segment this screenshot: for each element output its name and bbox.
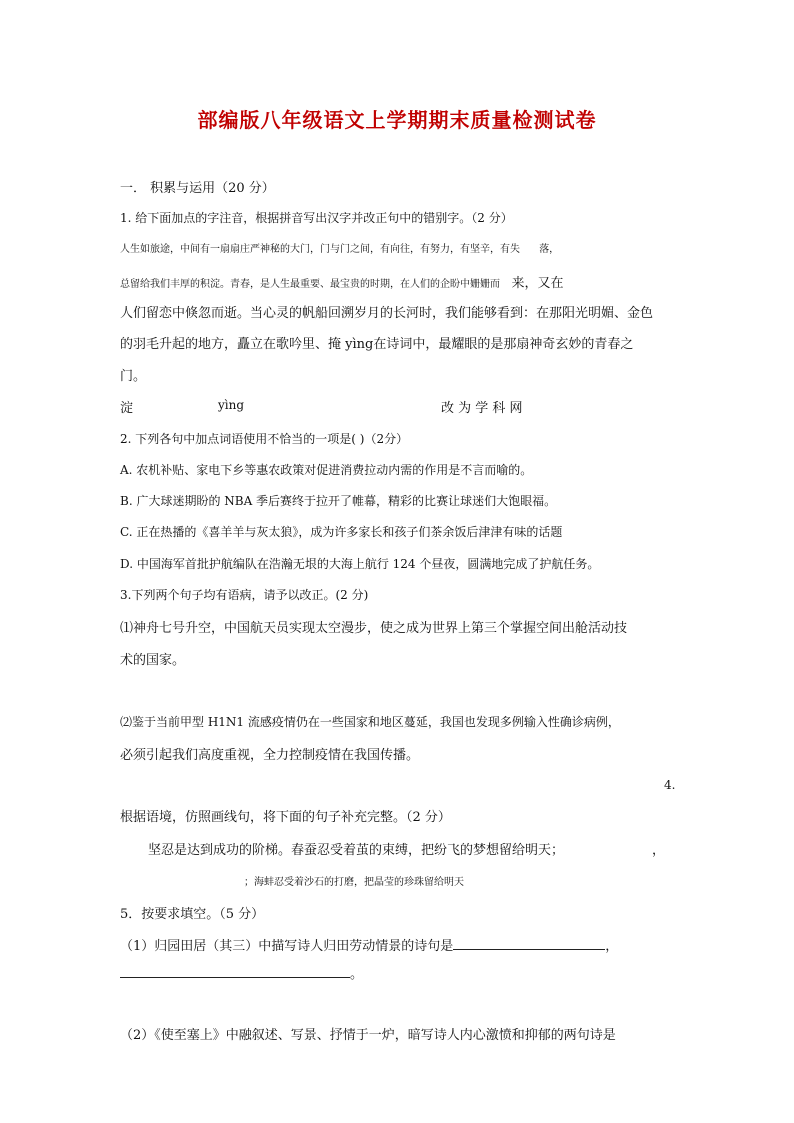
q5-item-1-text: （1）归园田居（其三）中描写诗人归田劳动情景的诗句是 (120, 939, 454, 954)
q1-passage-line: 人们留恋中倏忽而逝。当心灵的帆船回溯岁月的长河时，我们能够看到：在那阳光明媚、金色 (120, 306, 654, 321)
answer-blank[interactable] (453, 935, 605, 950)
q5-item-1 (120, 935, 618, 954)
q5-item-1-end: 。 (350, 967, 364, 982)
q1-passage-text: 来，又在 (511, 276, 564, 291)
q5-prompt: 5．按要求填空。（5 分） (120, 907, 265, 922)
q1-answer-b: yìng (218, 398, 245, 412)
page-title: 部编版八年级语文上学期期末质量检测试卷 (197, 108, 597, 132)
q3-sentence: ⑴神舟七号升空，中国航天员实现太空漫步，使之成为世界上第三个掌握空间出舱活动技 (120, 621, 628, 636)
q4-sentence: 坚忍是达到成功的阶梯。春蚕忍受着茧的束缚，把纷飞的梦想留给明天； (148, 843, 565, 858)
q5-item-2: （2）《使至塞上》中融叙述、写景、抒情于一炉，暗写诗人内心激愤和抑郁的两句诗是 (120, 1028, 616, 1043)
q1-passage-line (120, 240, 559, 255)
q5-item-1-comma: ， (605, 939, 619, 954)
q1-passage-text: 落， (539, 244, 560, 255)
q1-passage-line: 的羽毛升起的地方，矗立在歌吟里、掩 yìng在诗词中，最耀眼的是那扇神奇玄妙的青春之 (120, 337, 634, 352)
q1-answer-c: 改 为 学 科 网 (441, 401, 523, 416)
q1-passage-line (120, 272, 564, 291)
q4-answer: ；海蚌忍受着沙石的打磨，把晶莹的珍珠留给明天 (244, 877, 464, 888)
q3-sentence: 必须引起我们高度重视，全力控制疫情在我国传播。 (120, 748, 420, 763)
q1-passage-line: 门。 (120, 369, 147, 384)
q1-prompt: 1. 给下面加点的字注音，根据拼音写出汉字并改正句中的错别字。（2 分） (120, 211, 513, 225)
q2-option: C. 正在热播的《喜羊羊与灰太狼》，成为许多家长和孩子们茶余饭后津津有味的话题 (120, 525, 563, 539)
answer-blank[interactable] (120, 963, 350, 978)
q4-prompt: 根据语境，仿照画线句，将下面的句子补充完整。（2 分） (120, 810, 451, 825)
q1-answer-a: 淀 (120, 401, 134, 416)
q3-sentence: 术的国家。 (120, 653, 186, 668)
q1-passage-text: 总留给我们丰厚的积淀。青春，是人生最重要、最宝贵的时期，在人们的企盼中姗姗而 (120, 279, 500, 290)
q1-passage-text: 人生如旅途，中间有一扇扇庄严神秘的大门，门与门之间，有向往，有努力，有坚辛，有失 (120, 244, 520, 255)
q2-option: D. 中国海军首批护航编队在浩瀚无垠的大海上航行 124 个昼夜，圆满地完成了护航任务。 (120, 557, 600, 571)
q3-sentence: ⑵鉴于当前甲型 H1N1 流感疫情仍在一些国家和地区蔓延，我国也发现多例输入性确诊病例， (120, 715, 620, 729)
q2-option: A. 农机补贴、家电下乡等惠农政策对促进消费拉动内需的作用是不言而喻的。 (120, 463, 533, 477)
q4-number: 4. (664, 778, 676, 792)
q4-comma: ， (652, 843, 666, 858)
q5-item-1-line2 (120, 963, 363, 982)
q2-option: B. 广大球迷期盼的 NBA 季后赛终于拉开了帷幕，精彩的比赛让球迷们大饱眼福。 (120, 494, 557, 508)
section-heading: 一． 积累与运用（20 分） (120, 181, 275, 196)
q3-prompt: 3.下列两个句子均有语病，请予以改正。(2 分) (120, 588, 369, 602)
q2-prompt: 2. 下列各句中加点词语使用不恰当的一项是( )（2分） (120, 432, 409, 446)
